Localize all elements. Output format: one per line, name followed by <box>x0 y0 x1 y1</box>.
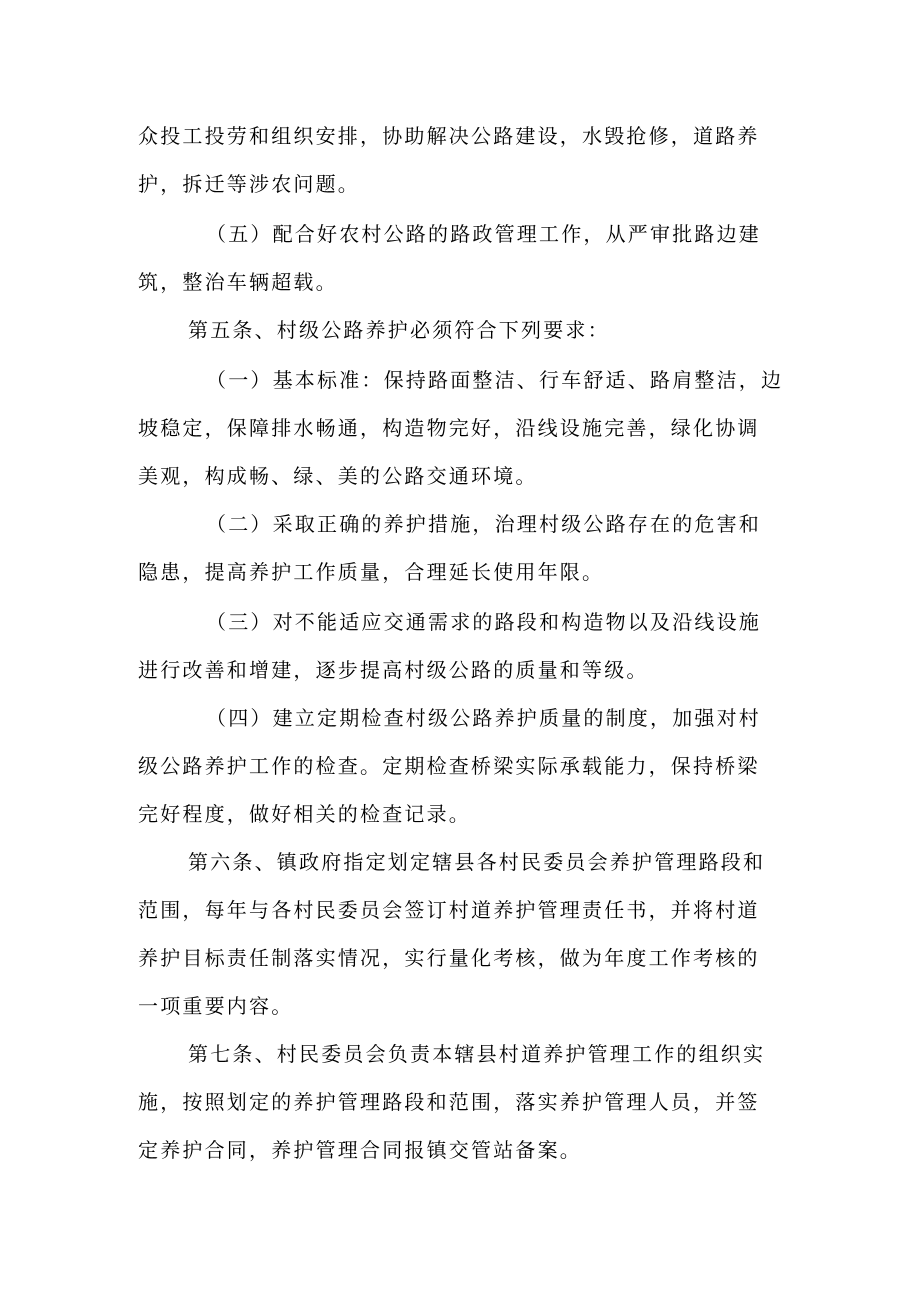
text-line: 一项重要内容。 <box>138 994 294 1018</box>
text-line: 级公路养护工作的检查。定期检查桥梁实际承载能力，保持桥梁 <box>138 754 760 778</box>
paragraph-item-1 <box>138 356 788 500</box>
paragraph-article-5 <box>138 306 788 354</box>
paragraph-article-7 <box>138 1030 788 1174</box>
text-line: （四）建立定期检查村级公路养护质量的制度，加强对村 <box>206 706 761 730</box>
text-line: 隐患，提高养护工作质量，合理延长使用年限。 <box>138 560 605 584</box>
paragraph-item-5 <box>138 210 788 306</box>
paragraph-item-3 <box>138 598 788 694</box>
text-line: 护，拆迁等涉农问题。 <box>138 172 360 196</box>
text-line: 第六条、镇政府指定划定辖县各村民委员会养护管理路段和 <box>188 850 766 874</box>
text-line: 施，按照划定的养护管理路段和范围，落实养护管理人员，并签 <box>138 1090 760 1114</box>
text-line: 众投工投劳和组织安排，协助解决公路建设，水毁抢修，道路养 <box>138 124 760 148</box>
text-line: 美观，构成畅、绿、美的公路交通环境。 <box>138 464 538 488</box>
paragraph-article-6 <box>138 838 788 1030</box>
text-line: 坡稳定，保障排水畅通，构造物完好，沿线设施完善，绿化协调 <box>138 416 760 440</box>
text-line: （二）采取正确的养护措施，治理村级公路存在的危害和 <box>206 512 761 536</box>
paragraph-item-4 <box>138 694 788 838</box>
text-line: （三）对不能适应交通需求的路段和构造物以及沿线设施 <box>206 610 761 634</box>
text-line: 完好程度，做好相关的检查记录。 <box>138 802 471 826</box>
text-line: 第五条、村级公路养护必须符合下列要求： <box>188 318 610 342</box>
text-line: （五）配合好农村公路的路政管理工作，从严审批路边建 <box>206 222 761 246</box>
text-line: 第七条、村民委员会负责本辖县村道养护管理工作的组织实 <box>188 1042 766 1066</box>
paragraph-continuation <box>138 112 788 208</box>
text-line: 范围，每年与各村民委员会签订村道养护管理责任书，并将村道 <box>138 898 760 922</box>
paragraph-item-2 <box>138 500 788 596</box>
text-line: 进行改善和增建，逐步提高村级公路的质量和等级。 <box>138 658 649 682</box>
text-line: 养护目标责任制落实情况，实行量化考核，做为年度工作考核的 <box>138 946 760 970</box>
text-line: （一）基本标准：保持路面整洁、行车舒适、路肩整洁，边 <box>206 368 784 392</box>
text-line: 定养护合同，养护管理合同报镇交管站备案。 <box>138 1138 582 1162</box>
text-line: 筑，整治车辆超载。 <box>138 270 338 294</box>
